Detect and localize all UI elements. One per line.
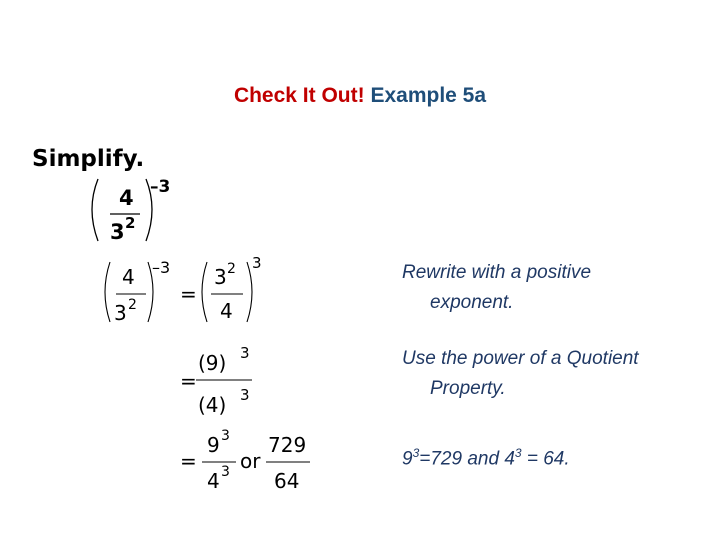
step1-rhs-num-base: 3 xyxy=(214,265,227,289)
step3-value-den: 64 xyxy=(274,469,300,493)
expr-outer-exp: –3 xyxy=(150,177,171,197)
step1-lhs-den-base: 3 xyxy=(114,301,127,325)
step1-rhs-num-exp: 2 xyxy=(227,261,236,277)
step1-note xyxy=(402,258,591,318)
title-example: Example 5a xyxy=(370,84,487,107)
step3-note-a: 9 xyxy=(402,448,413,470)
step3-den-exp: 3 xyxy=(221,464,230,480)
step2-note xyxy=(402,344,639,404)
left-paren xyxy=(202,262,207,322)
expr-numerator: 4 xyxy=(119,186,134,210)
step3-num-base: 9 xyxy=(207,433,220,457)
step3-note-b: =729 and 4 xyxy=(419,448,515,470)
step1-math xyxy=(96,252,266,328)
step3-value-num: 729 xyxy=(268,433,307,457)
step3-note-c: = 64. xyxy=(521,448,570,470)
step3-math xyxy=(176,424,326,496)
step2-num-exp: 3 xyxy=(240,344,250,362)
left-paren xyxy=(92,179,98,241)
step2-num-base: (9) xyxy=(198,351,227,375)
step3-note xyxy=(402,438,570,474)
step2-den-exp: 3 xyxy=(240,386,250,404)
expr-den-exp: 2 xyxy=(125,214,136,232)
step2-math xyxy=(176,340,286,420)
expr-den-base: 3 xyxy=(110,220,125,244)
step2-den-base: (4) xyxy=(198,393,227,417)
step3-equals: = xyxy=(180,449,197,473)
step3-num-exp: 3 xyxy=(221,428,230,444)
step1-note-line2: exponent. xyxy=(430,292,514,313)
step1-note-line1: Rewrite with a positive xyxy=(402,262,592,283)
step3-note-b-exp: 3 xyxy=(514,446,522,460)
step2-note-line2: Property. xyxy=(430,378,506,399)
original-expression xyxy=(80,175,190,247)
step1-rhs-exp: 3 xyxy=(252,254,262,272)
step1-rhs-den: 4 xyxy=(220,299,233,323)
step1-lhs-num: 4 xyxy=(122,265,135,289)
step2-equals: = xyxy=(180,369,197,393)
step1-lhs-exp: –3 xyxy=(152,258,171,277)
step1-lhs-den-exp: 2 xyxy=(128,297,137,313)
title-check-it-out: Check It Out! xyxy=(233,84,365,107)
step1-equals: = xyxy=(180,282,197,306)
step2-note-line1: Use the power of a Quotient xyxy=(402,348,639,369)
slide-title xyxy=(0,84,720,108)
left-paren xyxy=(105,262,110,322)
step3-or: or xyxy=(240,449,261,473)
step3-note-a-exp: 3 xyxy=(412,446,420,460)
step3-den-base: 4 xyxy=(207,469,220,493)
prompt-simplify: Simplify. xyxy=(32,146,145,172)
